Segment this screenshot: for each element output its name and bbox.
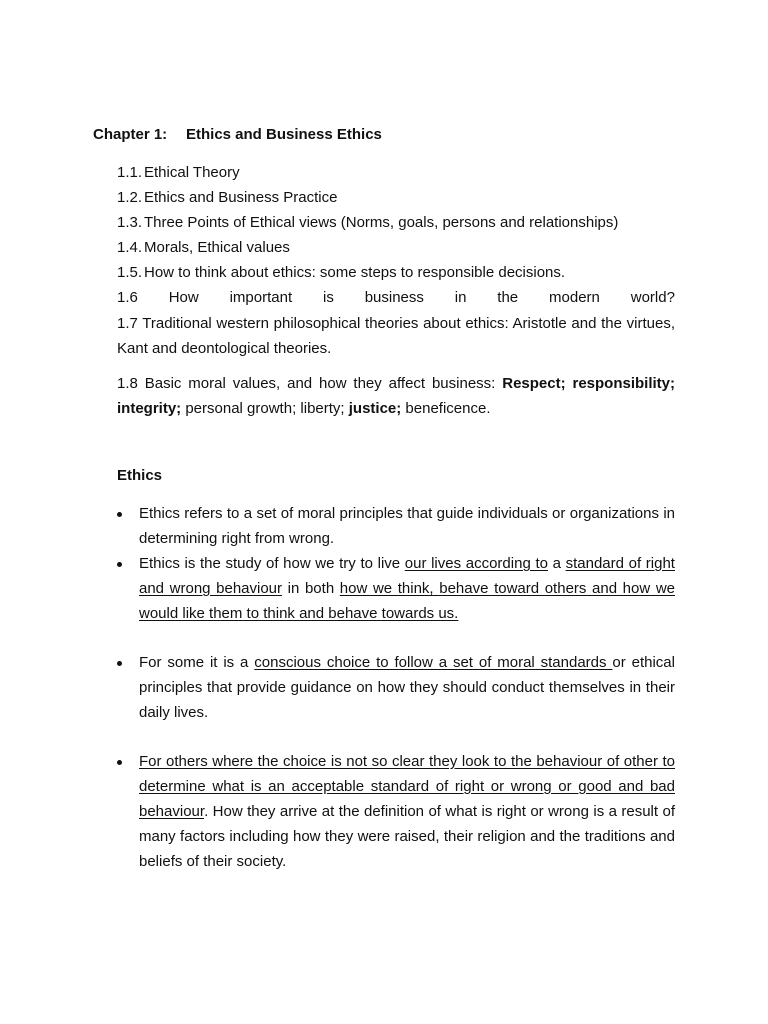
bullet-item — [117, 749, 675, 874]
outline-number: 1.1. — [117, 164, 143, 181]
bullet-text: a — [547, 555, 566, 572]
outline-text: Morals, Ethical values — [144, 239, 290, 256]
outline-number: 1.4. — [117, 239, 143, 256]
bullet-list — [117, 501, 675, 874]
outline-item-1-8 — [117, 371, 675, 421]
bullet-icon — [117, 760, 122, 765]
bullet-icon — [117, 512, 122, 517]
item-1-8-middle: personal growth; liberty; — [181, 400, 349, 417]
outline-item-1-7: 1.7 Traditional western philosophical theories about ethics: Aristotle and the virtues, Kant and deontological theories. — [117, 315, 675, 357]
bullet-icon — [117, 661, 122, 666]
word: in — [454, 289, 467, 306]
outline-text: Ethical Theory — [144, 164, 240, 181]
word: How — [168, 289, 199, 306]
item-1-8-tail: beneficence. — [401, 400, 491, 417]
bullet-text: Ethics refers to a set of moral principles that guide individuals or organizations in determining right from wrong. — [139, 505, 675, 547]
word: is — [322, 289, 334, 306]
chapter-title: Ethics and Business Ethics — [186, 126, 382, 143]
underlined-text: standard of right and wrong behaviour — [139, 555, 675, 597]
bullet-text: or ethical principles that provide guidance on how they should conduct themselves in their daily lives. — [139, 654, 675, 721]
section-heading: Ethics — [117, 467, 163, 484]
chapter-outline — [117, 160, 675, 310]
word: the — [497, 289, 519, 306]
bullet-icon — [117, 562, 122, 567]
underlined-text: how we think, behave toward others and how we would like them to think and behave towards us. — [139, 580, 676, 622]
underlined-text: conscious choice to follow a set of moral standards — [254, 654, 613, 671]
underlined-text: our lives according to — [404, 555, 548, 572]
word: world? — [630, 289, 675, 306]
chapter-label: Chapter 1: — [93, 126, 168, 143]
outline-item — [117, 260, 675, 285]
bullet-text: . How they arrive at the definition of what is right or wrong is a result of many factors including how they were raised, their religion and the traditions and beliefs of their society. — [139, 803, 675, 870]
word: 1.6 — [117, 289, 138, 306]
item-1-8-bold-values: Respect; responsibility; integrity; — [117, 375, 675, 417]
outline-item — [117, 160, 675, 185]
word: important — [229, 289, 293, 306]
outline-number: 1.3. — [117, 214, 143, 231]
bullet-item — [117, 501, 675, 551]
word: business — [364, 289, 424, 306]
bullet-text: For some it is a — [139, 654, 255, 671]
outline-item — [117, 185, 675, 210]
chapter-heading — [93, 125, 382, 145]
bullet-item — [117, 551, 675, 626]
outline-item — [117, 235, 675, 260]
underlined-text: For others where the choice is not so clear they look to the behaviour of other to determine what is an acceptable standard of right or wrong or good and bad behaviour — [139, 753, 675, 820]
item-1-8-lead: 1.8 Basic moral values, and how they affect business: — [117, 375, 503, 392]
outline-text: Three Points of Ethical views (Norms, goals, persons and relationships) — [144, 214, 619, 231]
outline-item — [117, 210, 675, 235]
bullet-text: in both — [282, 580, 340, 597]
bullet-item — [117, 650, 675, 725]
word: modern — [549, 289, 600, 306]
item-1-8-bold-justice: justice; — [348, 400, 402, 417]
justified-line — [117, 285, 675, 310]
outline-item-1-6 — [117, 285, 675, 310]
outline-number: 1.2. — [117, 189, 143, 206]
outline-text: How to think about ethics: some steps to responsible decisions. — [144, 264, 566, 281]
bullet-text: Ethics is the study of how we try to live — [139, 555, 405, 572]
outline-text: Ethics and Business Practice — [144, 189, 338, 206]
outline-number: 1.5. — [117, 264, 143, 281]
